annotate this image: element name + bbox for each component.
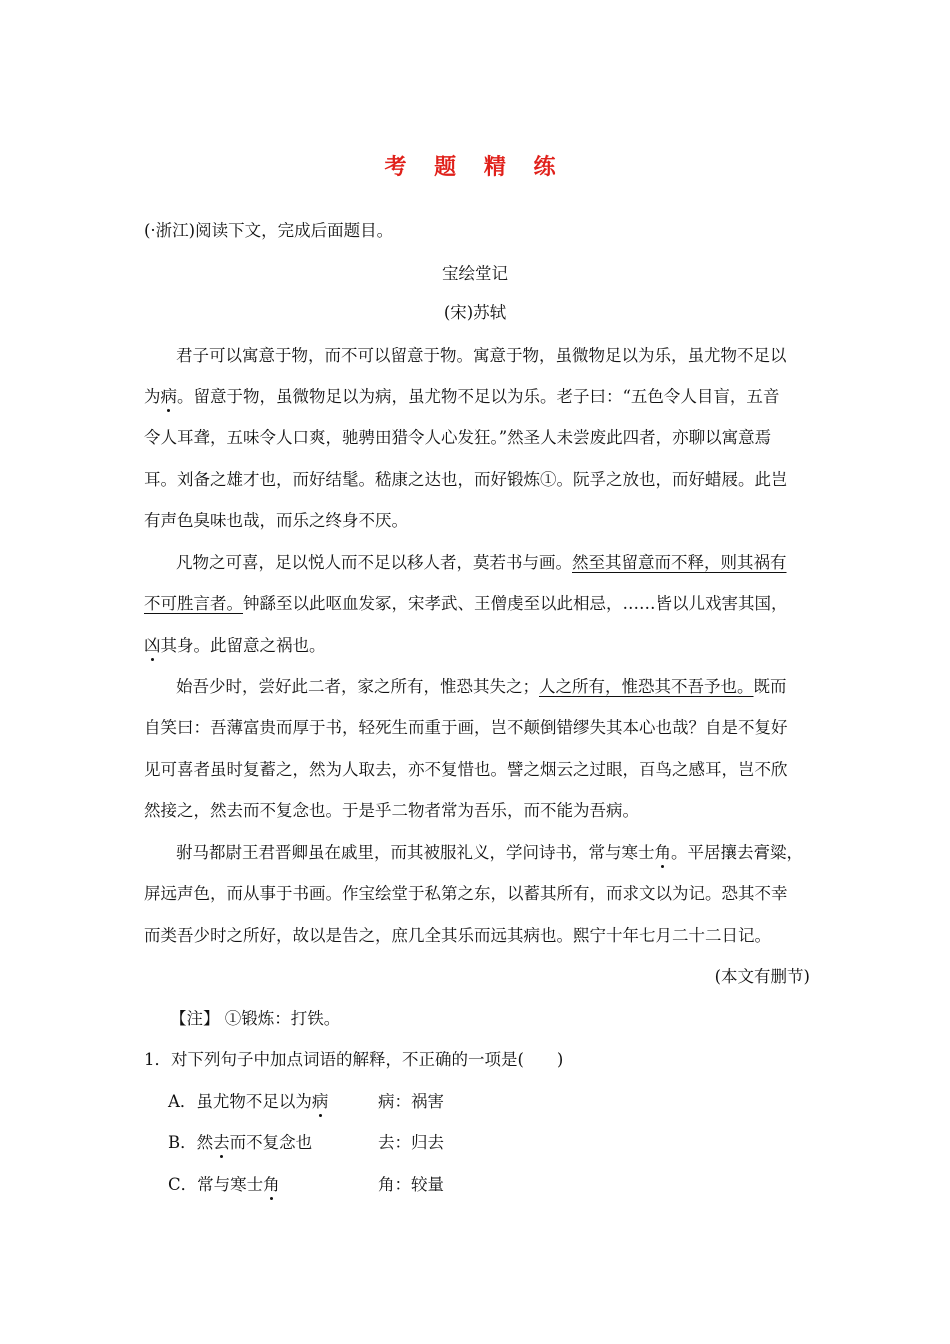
underlined-sentence: 然至其留意而不释，则其祸有 [572,553,787,572]
text: 始吾少时，尝好此二者，家之所有，惟恐其失之； [176,677,539,696]
p4-line3: 而类吾少时之所好，故以是告之，庶几全其乐而远其病也。熙宁十年七月二十二日记。 [144,926,771,945]
text: 钟繇至以此呕血发冢，宋孝武、王僧虔至以此相忌，……皆以儿戏害其国， [243,594,788,613]
text: 既而 [753,677,787,696]
annotation: 【注】 ①锻炼：打铁。 [170,1009,341,1028]
underlined-sentence: 不可胜言者。 [144,594,243,613]
p1-line3: 令人耳聋，五味令人口爽，驰骋田猎令人心发狂。”然圣人未尝废此四者，亦聊以寓意焉 [144,428,772,447]
essay-author: (宋)苏轼 [443,303,507,322]
p1-line5: 有声色臭味也哉，而乐之终身不厌。 [144,511,408,530]
dotted-word: 病 [311,1092,329,1111]
dotted-word: 去 [213,1133,230,1152]
text: A．虽尤物不足以为 [168,1092,312,1111]
text: 为 [144,387,161,406]
p3-line4: 然接之，然去而不复念也。于是乎二物者常为吾乐，而不能为吾病。 [144,801,639,820]
dotted-word: 角 [263,1175,280,1194]
question-1: 1．对下列句子中加点词语的解释，不正确的一项是( ) [144,1050,564,1069]
p1-line4: 耳。刘备之雄才也，而好结髦。嵇康之达也，而好锻炼①。阮孚之放也，而好蜡屐。此岂 [144,470,788,489]
text: 而不复念也 [229,1133,313,1152]
p1-line1: 君子可以寓意于物，而不可以留意于物。寓意于物，虽微物足以为乐，虽尤物不足以 [176,346,787,365]
text: 。平居攘去膏粱， [671,843,803,862]
page-title: 考 题 精 练 [384,155,566,180]
p2-line3 [144,632,810,656]
option-c-answer: 角：较量 [378,1175,444,1194]
option-a [168,1088,328,1112]
option-c [168,1171,280,1195]
p1-line2 [144,383,810,407]
essay-title: 宝绘堂记 [442,264,508,283]
dotted-word: 角 [654,843,671,862]
source-note: (本文有删节) [714,967,810,986]
p2-line1 [176,549,810,573]
p4-line1 [176,839,810,863]
p3-line2: 自笑曰：吾薄富贵而厚于书，轻死生而重于画，岂不颠倒错缪失其本心也哉？自是不复好 [144,718,788,737]
text: B．然 [168,1133,214,1152]
exercise-intro: (·浙江)阅读下文，完成后面题目。 [144,221,394,240]
text: 其身。此留意之祸也。 [160,636,326,655]
option-b [168,1129,312,1153]
text: 驸马都尉王君晋卿虽在戚里，而其被服礼义，学问诗书，常与寒士 [176,843,655,862]
option-b-answer: 去：归去 [378,1133,444,1152]
text: C．常与寒士 [168,1175,264,1194]
option-a-answer: 病：祸害 [378,1092,444,1111]
dotted-word: 病 [160,387,177,406]
p4-line2: 屏远声色，而从事于书画。作宝绘堂于私第之东，以蓄其所有，而求文以为记。恐其不幸 [144,884,788,903]
p2-line2 [144,590,810,614]
underlined-sentence: 人之所有，惟恐其不吾予也。 [539,677,754,696]
text: 凡物之可喜，足以悦人而不足以移人者，莫若书与画。 [176,553,572,572]
p3-line1 [176,673,810,697]
dotted-word: 凶 [144,636,161,655]
text: 。留意于物，虽微物足以为病，虽尤物不足以为乐。老子曰：“五色令人目盲，五音 [177,387,780,406]
p3-line3: 见可喜者虽时复蓄之，然为人取去，亦不复惜也。譬之烟云之过眼，百鸟之感耳，岂不欣 [144,760,788,779]
